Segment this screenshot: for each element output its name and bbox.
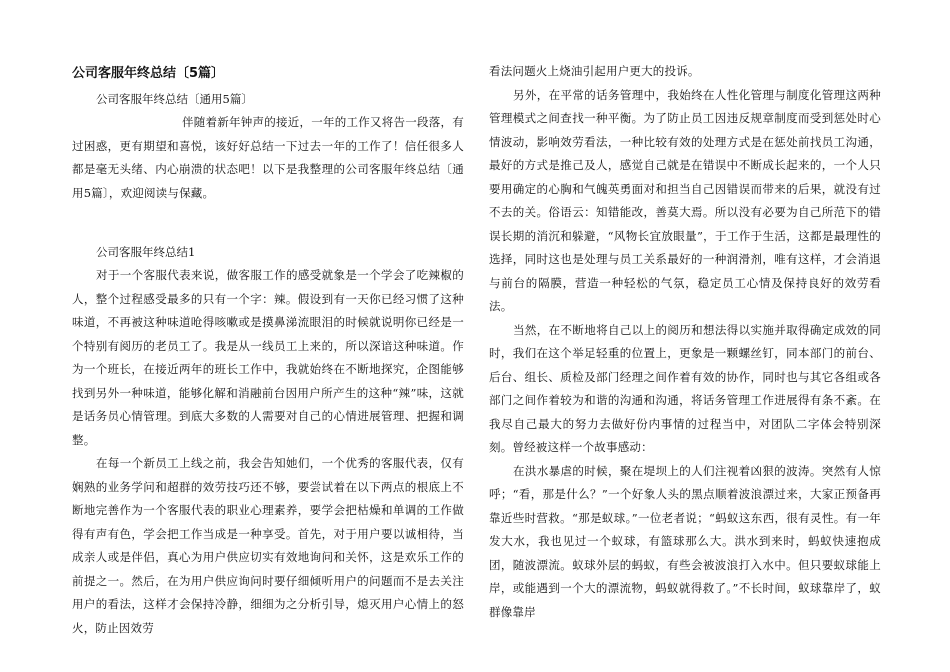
body-paragraph: 在洪水暴虐的时候，聚在堤坝上的人们注视着凶狠的波涛。突然有人惊呼；“看，那是什么？”一个好象人头的黑点顺着波浪漂过来，大家正预备再靠近些时营救。“那是蚁球。”一位老者说；“蚂蚁这东西，很有灵性。有一年发大水，我也见过一个蚁球，有篮球那么大。洪水到来时，蚂蚁快速抱成团，随波漂流。蚁球外层的蚂蚁，有些会被波浪打入水中。但只要蚁球能上岸，或能遇到一个大的漂流物，蚂蚁就得救了。”不长时间，蚁球靠岸了，蚁群像靠岸 [489,463,881,619]
document-subtitle: 公司客服年终总结〔通用5篇〕 [96,92,253,106]
body-paragraph: 当然，在不断地将自己以上的阅历和想法得以实施并取得确定成效的同时，我们在这个举足轻重的位置上，更象是一颗螺丝钉，同本部门的前台、后台、组长、质检及部门经理之间作着有效的协作，同时也与其它各组或各部门之间作着较为和谐的沟通和沟通，将话务管理工作进展得有条不紊。在我尽自己最大的努力去做好份内事情的过程当中，对团队二字体会特别深刻。曾经被这样一个故事感动： [489,322,881,454]
body-paragraph: 另外，在平常的话务管理中，我始终在人性化管理与制度化管理这两种管理模式之间查找一种平衡。为了防止员工因违反规章制度而受到惩处时心情波动，影响效劳看法，一种比较有效的处理方式是在惩处前找员工沟通，最好的方式是推己及人，感觉自己就是在错误中不断成长起来的，一个人只要用确定的心胸和气魄英勇面对和担当自己因错误而带来的后果，就没有过不去的关。俗语云：知错能改，善莫大焉。所以没有必要为自己所范下的错误长期的消沉和躲避，“风物长宜放眼量”，于工作于生活，这都是最理性的选择，同时这也是处理与员工关系最好的一种润滑剂，唯有这样，才会消退与前台的隔膜，营造一种轻松的气氛，稳定员工心情及保持良好的效劳看法。 [489,87,881,313]
body-paragraph: 看法问题火上烧油引起用户更大的投诉。 [489,64,700,78]
section-heading: 公司客服年终总结1 [96,245,196,259]
document-title: 公司客服年终总结〔5篇〕 [72,66,225,81]
intro-paragraph: 伴随着新年钟声的接近，一年的工作又将告一段落，有过困惑，更有期望和喜悦，该好好总结一下过去一年的工作了！信任很多人都是毫无头绪、内心崩溃的状态吧！以下是我整理的公司客服年终总结〔通用5篇〕，欢迎阅读与保藏。 [72,115,464,200]
left-column [72,60,464,640]
body-paragraph: 对于一个客服代表来说，做客服工作的感受就象是一个学会了吃辣椒的人，整个过程感受最多的只有一个字：辣。假设到有一天你已经习惯了这种味道，不再被这种味道呛得咳嗽或是摸鼻涕流眼泪的时候就说明你已经是一个特别有阅历的老员工了。我是从一线员工上来的，所以深谙这种味道。作为一个班长，在接近两年的班长工作中，我就始终在不断地探究，企图能够找到另外一种味道，能够化解和消融前台因用户所产生的这种“辣”味，这就是话务员心情管理。到底大多数的人需要对自己的心情进展管理、把握和调整。 [72,268,464,447]
body-paragraph: 在每一个新员工上线之前，我会告知她们，一个优秀的客服代表，仅有娴熟的业务学问和超群的效劳技巧还不够，要尝试着在以下两点的根底上不断地完善作为一个客服代表的职业心理素养，要学会把枯燥和单调的工作做得有声有色，学会把工作当成是一种享受。首先，对于用户要以诚相待，当成亲人或是伴侣，真心为用户供应切实有效地询问和关怀，这是欢乐工作的前提之一。然后，在为用户供应询问时要仔细倾听用户的问题而不是去关注用户的看法，这样才会保持冷静，细细为之分析引导，熄灭用户心情上的怒火，防止因效劳 [72,456,464,635]
right-column [489,60,881,624]
